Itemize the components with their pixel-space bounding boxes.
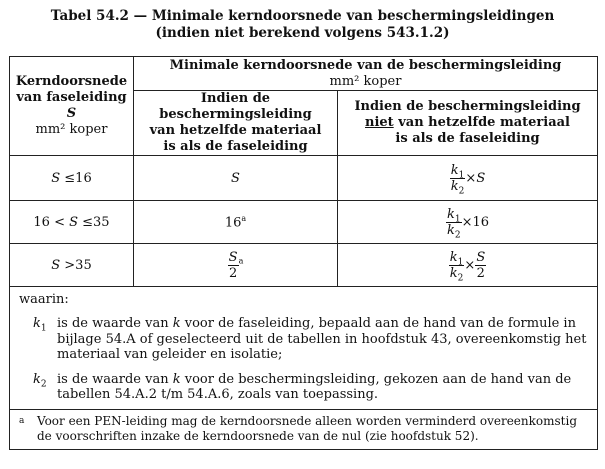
table-row xyxy=(10,201,598,244)
definition-k1: $k_1$ is de waarde van k voor de faseleiding, bepaald aan de hand van de formule in bijlage 54.A of geselecteerd uit de tabellen in hoofdstuk 43, overeenkomstig het materiaal van geleider en isolatie; xyxy=(33,316,587,362)
protective-conductor-table xyxy=(9,56,598,450)
header-same-material xyxy=(134,91,338,156)
header-group-line1: Minimale kerndoorsnede van de beschermingsleiding xyxy=(169,57,562,73)
header-group-unit: mm² koper xyxy=(329,73,402,89)
row3-condition: S >35 xyxy=(10,244,134,287)
table-subtitle: (indien niet berekend volgens 543.1.2) xyxy=(155,25,450,41)
row3-same: $\frac{S}{2}$ $^a$ xyxy=(134,244,338,287)
header-col1-symbol: S xyxy=(66,106,77,121)
header-col2-line3: is als de faseleiding xyxy=(163,139,308,154)
table-title: Tabel 54.2 — Minimale kerndoorsnede van beschermingsleidingen xyxy=(50,8,555,24)
table-row xyxy=(10,244,598,287)
header-other-material xyxy=(338,91,598,156)
table-row xyxy=(10,156,598,201)
footnote-row xyxy=(10,409,598,449)
header-col3-line1: Indien de beschermingsleiding xyxy=(354,99,581,114)
waarin-label: waarin: xyxy=(19,292,69,307)
footnote-text: Voor een PEN-leiding mag de kerndoorsnede alleen worden verminderd overeenkomstig de voorschriften inzake de kerndoorsnede van de nul (zie hoofdstuk 52). xyxy=(37,413,577,443)
definition-k2: $k_2$ is de waarde van k voor de beschermingsleiding, gekozen aan de hand van de tabellen 54.A.2 t/m 54.A.6, zoals van toepassing. xyxy=(33,371,572,402)
footnote-marker: a xyxy=(19,415,25,426)
footnote xyxy=(10,410,597,449)
row2-condition: 16 < S ≤35 xyxy=(10,201,134,244)
header-col3-line2: van hetzelfde materiaal xyxy=(393,115,570,130)
header-group xyxy=(134,57,598,91)
header-col2-line2: van hetzelfde materiaal xyxy=(149,123,322,138)
row2-other: $\frac{k_1}{k_2}$ ×16 xyxy=(338,201,598,244)
header-col3-line3: is als de faseleiding xyxy=(395,131,540,146)
row2-same: 16$^a$ xyxy=(134,201,338,244)
header-col1-unit: mm² koper xyxy=(35,122,108,137)
notes-cell xyxy=(10,287,598,410)
header-col1-line1: Kerndoorsnede xyxy=(15,74,128,89)
header-col2-line1: Indien de beschermingsleiding xyxy=(159,91,312,122)
notes-row xyxy=(10,287,598,410)
row1-condition: S ≤16 xyxy=(10,156,134,201)
row3-other: $\frac{k_1}{k_2}$ × $\frac{S}{2}$ xyxy=(338,244,598,287)
header-col3-not: niet xyxy=(365,115,394,130)
row1-other: $\frac{k_1}{k_2}$ ×S xyxy=(338,156,598,201)
header-phase-conductor xyxy=(10,57,134,156)
header-col1-line2: van faseleiding xyxy=(16,90,127,105)
row1-same: S xyxy=(134,156,338,201)
